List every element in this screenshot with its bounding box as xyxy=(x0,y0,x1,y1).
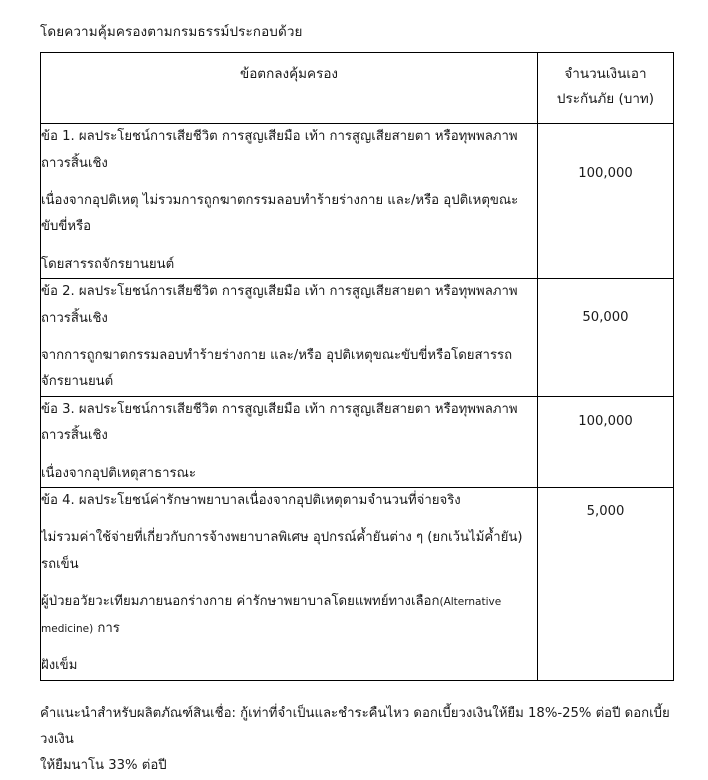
coverage-description-4-line3-main: ผู้ป่วยอวัยวะเทียมภายนอกร่างกาย ค่ารักษาพยาบาลโดยแพทย์ทางเลือก xyxy=(41,594,440,610)
table-row xyxy=(41,488,674,680)
column-header-coverage xyxy=(41,53,538,124)
coverage-description-1-line2: เนื่องจากอุปติเหตุ ไม่รวมการถูกฆาตกรรมลอบทำร้ายร่างกาย และ/หรือ อุปติเหตุขณะขับขี่หรือ xyxy=(41,193,519,235)
coverage-amount-4: 5,000 xyxy=(538,488,674,680)
column-header-amount-line2: ประกันภัย (บาท) xyxy=(556,91,655,108)
coverage-description-3-line2: เนื่องจากอุปติเหตุสาธารณะ xyxy=(41,465,196,481)
coverage-description-1-line1: ข้อ 1. ผลประโยชน์การเสียชีวิต การสูญเสียมือ เท้า การสูญเสียสายตา หรือทุพพลภาพถาวรสิ้นเชิง xyxy=(41,129,518,171)
coverage-description-4-line3-latin: (Alternative medicine) xyxy=(41,596,502,635)
coverage-amount-3: 100,000 xyxy=(538,396,674,487)
coverage-description-3-line1: ข้อ 3. ผลประโยชน์การเสียชีวิต การสูญเสียมือ เท้า การสูญเสียสายตา หรือทุพพลภาพถาวรสิ้นเชิง xyxy=(41,401,518,444)
column-header-amount-line1: จำนวนเงินเอา xyxy=(564,66,647,83)
footer-note-line1: คำแนะนำสำหรับผลิตภัณฑ์สินเชื่อ: กู้เท่าที่จำเป็นและชำระคืนไหว ดอกเบี้ยวงเงินให้ยืม 18%-25% ต่อปี ดอกเบี้ยวงเงิน xyxy=(40,705,670,747)
table-body xyxy=(41,124,674,680)
column-header-amount xyxy=(538,53,674,124)
table-row xyxy=(41,124,674,279)
coverage-description-4-line3 xyxy=(41,589,537,642)
coverage-table xyxy=(40,52,674,680)
coverage-amount-2: 50,000 xyxy=(538,279,674,397)
table-row xyxy=(41,279,674,397)
table-row xyxy=(41,396,674,487)
coverage-description-1-line3: โดยสารรถจักรยานยนต์ xyxy=(41,256,175,272)
coverage-description-4-line4: ฝังเข็ม xyxy=(41,658,78,674)
coverage-description-4-line2: ไม่รวมค่าใช้จ่ายที่เกี่ยวกับการจ้างพยาบาลพิเศษ อุปกรณ์ค้ำยันต่าง ๆ (ยกเว้นไม้ค้ำยัน) รถเข็น xyxy=(41,530,523,572)
footer-note-line2: ให้ยืมนาโน 33% ต่อปี xyxy=(40,758,167,774)
table-header-row xyxy=(41,53,674,124)
column-header-coverage-label: ข้อตกลงคุ้มครอง xyxy=(239,66,339,83)
intro-paragraph: โดยความคุ้มครองตามกรมธรรม์ประกอบด้วย xyxy=(40,24,303,40)
coverage-description-4-line3-tail: การ xyxy=(93,620,120,636)
footer-note xyxy=(40,701,680,780)
coverage-description-4 xyxy=(41,488,538,680)
coverage-description-2-line2: จากการถูกฆาตกรรมลอบทำร้ายร่างกาย และ/หรือ อุปติเหตุขณะขับขี่หรือโดยสารรถจักรยานยนต์ xyxy=(41,348,513,390)
coverage-amount-1: 100,000 xyxy=(538,124,674,279)
coverage-description-2-line1: ข้อ 2. ผลประโยชน์การเสียชีวิต การสูญเสียมือ เท้า การสูญเสียสายตา หรือทุพพลภาพถาวรสิ้นเชิง xyxy=(41,284,518,326)
column-header-amount-label xyxy=(538,53,673,123)
coverage-description-3 xyxy=(41,396,538,487)
coverage-description-1 xyxy=(41,124,538,279)
coverage-description-4-line1: ข้อ 4. ผลประโยชน์ค่ารักษาพยาบาลเนื่องจากอุปติเหตุตามจำนวนที่จ่ายจริง xyxy=(41,493,461,509)
table-header xyxy=(41,53,674,124)
coverage-description-2 xyxy=(41,279,538,397)
